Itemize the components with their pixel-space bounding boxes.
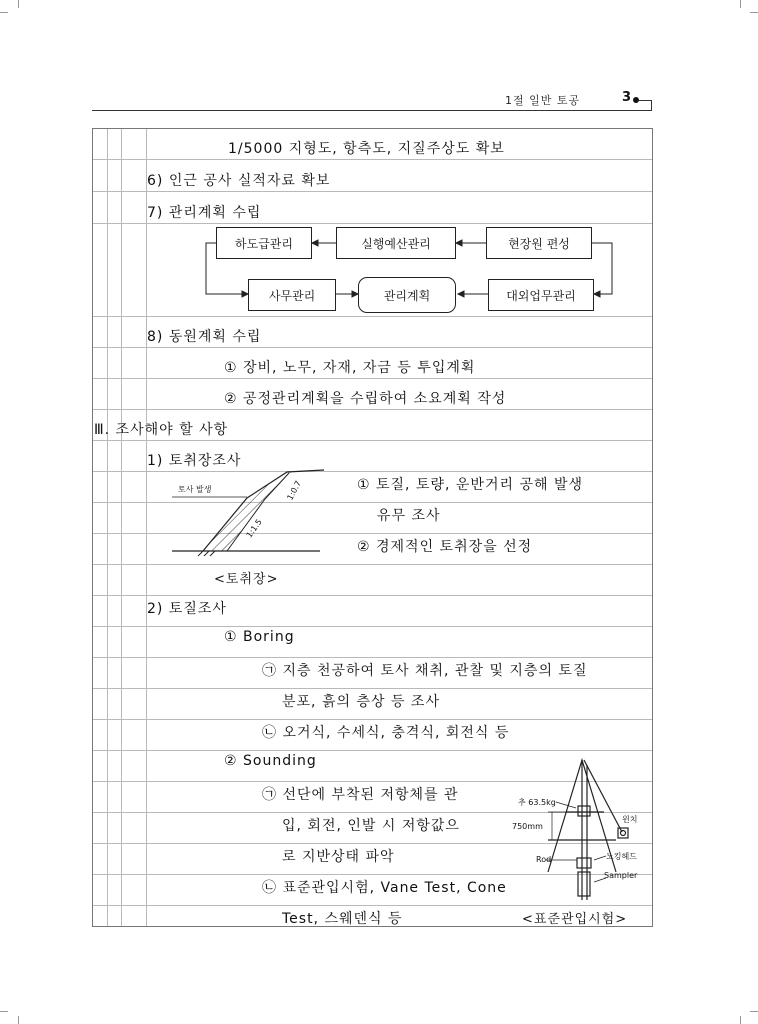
text-line: Test, 스웨덴식 등: [282, 911, 403, 927]
text-line: 분포, 흙의 층상 등 조사: [282, 694, 440, 710]
text-line: 6) 인근 공사 실적자료 확보: [147, 173, 331, 189]
text-line: 8) 동원계획 수립: [147, 329, 262, 345]
text-line: 입, 회전, 인발 시 저항값으: [282, 818, 460, 834]
text-line: ② 공정관리계획을 수립하여 소요계획 작성: [224, 391, 507, 407]
text-line: 로 지반상태 파악: [282, 849, 395, 865]
section-title: 1절 일반 토공: [505, 94, 581, 107]
flow-box-staffing: 현장원 편성: [486, 227, 592, 259]
text-line: 1/5000 지형도, 항측도, 지질주상도 확보: [228, 141, 505, 157]
spt-sampler-label: Sampler: [604, 871, 638, 880]
flow-box-plan: 관리계획: [358, 277, 456, 313]
text-line: ② 경제적인 토취장을 선정: [357, 539, 533, 555]
section-heading: Ⅲ. 조사해야 할 사항: [94, 422, 229, 438]
spt-weight-label: 추 63.5kg: [518, 798, 556, 807]
flow-box-budget: 실행예산관리: [336, 227, 456, 259]
text-line: ㉡ 오거식, 수세식, 충격식, 회전식 등: [262, 725, 510, 741]
slope-ratio-upper: 1:0.7: [285, 479, 304, 502]
text-line: 1) 토취장조사: [147, 453, 242, 469]
spt-rod-label: Rod: [536, 855, 552, 864]
text-line: ① 토질, 토량, 운반거리 공해 발생: [357, 477, 583, 493]
text-line: 7) 관리계획 수립: [147, 205, 262, 221]
figure-caption: <표준관입시험>: [522, 912, 628, 927]
text-line: ① Boring: [224, 629, 295, 645]
slope-ground-label: 토사 발생: [178, 485, 212, 494]
flow-box-office: 사무관리: [248, 279, 336, 311]
flow-box-external: 대외업무관리: [488, 279, 594, 311]
slope-ratio-lower: 1:1.5: [244, 517, 264, 540]
spt-winch-label: 윈치: [622, 815, 638, 824]
figure-caption: <토취장>: [214, 572, 279, 587]
flow-box-subcontract: 하도급관리: [216, 227, 312, 259]
text-line: ㉠ 선단에 부착된 저항체를 관: [262, 787, 459, 803]
spt-head-label: 노킹헤드: [606, 852, 637, 861]
text-line: ㉡ 표준관입시험, Vane Test, Cone: [262, 880, 507, 896]
text-line: 2) 토질조사: [147, 601, 227, 617]
text-line: ② Sounding: [224, 753, 317, 769]
text-line: ① 장비, 노무, 자재, 자금 등 투입계획: [224, 360, 476, 376]
spt-drop-label: 750mm: [512, 822, 543, 831]
text-line: 유무 조사: [377, 508, 441, 524]
page-number: 3: [622, 90, 632, 105]
text-line: ㉠ 지층 천공하여 토사 채취, 관찰 및 지층의 토질: [262, 663, 588, 679]
